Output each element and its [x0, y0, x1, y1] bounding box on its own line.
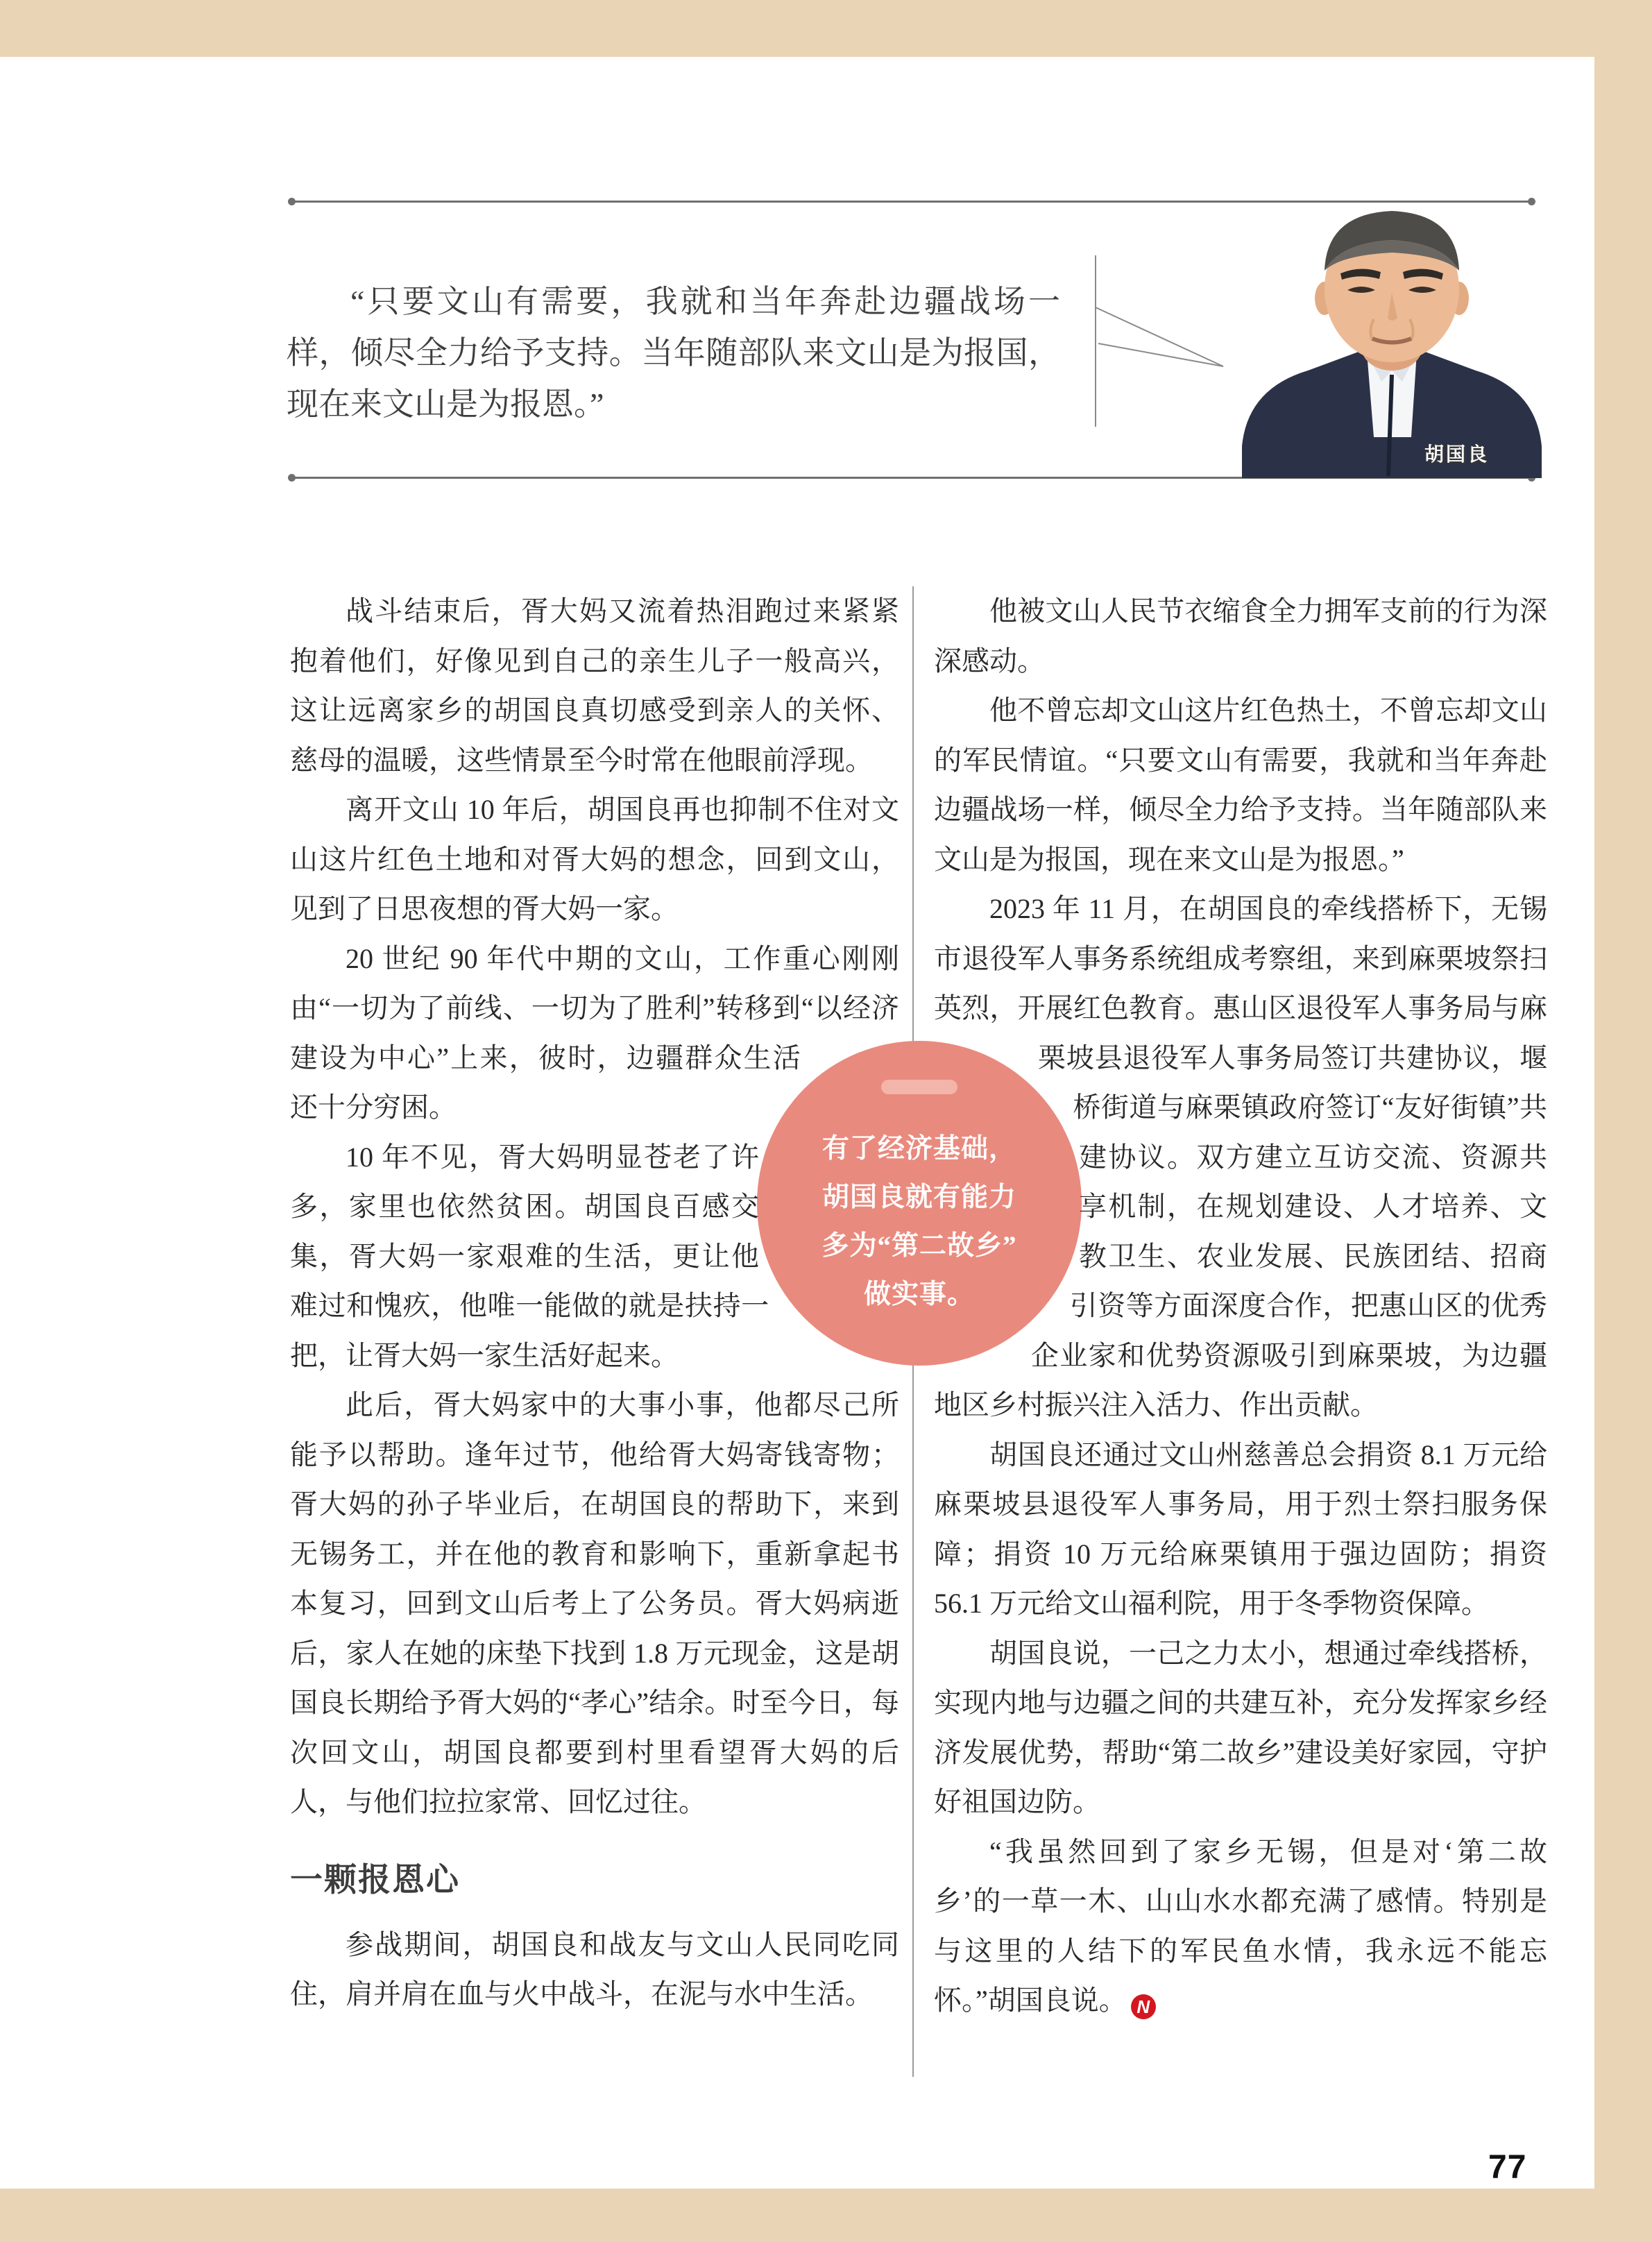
pull-quote: “只要文山有需要，我就和当年奔赴边疆战场一样，倾尽全力给予支持。当年随部队来文山是为报国，现在来文山是为报恩。”: [287, 284, 1060, 422]
callout-pointer-icon: [1086, 246, 1238, 448]
closing-paragraph-text: “我虽然回到了家乡无锡，但是对‘第二故乡’的一草一木、山山水水都充满了感情。特别是与这里的人结下的军民鱼水情，我永远不能忘怀。”胡国良说。: [934, 1835, 1547, 2016]
body-paragraph: 此后，胥大妈家中的大事小事，他都尽己所能予以帮助。逢年过节，他给胥大妈寄钱寄物；胥大妈的孙子毕业后，在胡国良的帮助下，来到无锡务工，并在他的教育和影响下，重新拿起书本复习，回到文山后考上了公务员。胥大妈病逝后，家人在她的床垫下找到 1.8 万元现金，这是胡国良长期给予胥大妈的“孝心”结余。时至今日，每次回文山，胡国良都要到村里看望胥大妈的后人，与他们拉拉家常、回忆过往。: [290, 1389, 899, 1817]
body-paragraph: [934, 1827, 1547, 2026]
body-paragraph: 他被文山人民节衣缩食全力拥军支前的行为深深感动。: [934, 595, 1547, 677]
section-heading: 一颗报恩心: [290, 1860, 460, 1898]
right-column: [934, 586, 1547, 2026]
end-of-article-icon: N: [1131, 1994, 1156, 2019]
circle-wrap-spacer: [934, 1041, 1079, 1366]
highlight-line: 胡国良就有能力: [821, 1182, 1016, 1212]
body-paragraph: 离开文山 10 年后，胡国良再也抑制不住对文山这片红色土地和对胥大妈的想念，回到文山，见到了日思夜想的胥大妈一家。: [290, 794, 899, 924]
body-paragraph: 胡国良还通过文山州慈善总会捐资 8.1 万元给麻栗坡县退役军人事务局，用于烈士祭扫服务保障；捐资 10 万元给麻栗镇用于强边固防；捐资 56.1 万元给文山福利院，用于冬季物资保障。: [934, 1438, 1547, 1619]
body-paragraph: 胡国良说，一己之力太小，想通过牵线搭桥，实现内地与边疆之间的共建互补，充分发挥家乡经济发展优势，帮助“第二故乡”建设美好家园，守护好祖国边防。: [934, 1637, 1547, 1817]
body-paragraph: 战斗结束后，胥大妈又流着热泪跑过来紧紧抱着他们，好像见到自己的亲生儿子一般高兴，这让远离家乡的胡国良真切感受到亲人的关怀、慈母的温暖，这些情景至今时常在他眼前浮现。: [290, 595, 899, 776]
body-paragraph: 参战期间，胡国良和战友与文山人民同吃同住，肩并肩在血与火中战斗，在泥与水中生活。: [290, 1928, 899, 2010]
body-paragraph: 他不曾忘却文山这片红色热土，不曾忘却文山的军民情谊。“只要文山有需要，我就和当年奔赴边疆战场一样，倾尽全力给予支持。当年随部队来文山是为报国，现在来文山是为报恩。”: [934, 695, 1547, 875]
highlight-line: 做实事。: [863, 1280, 975, 1309]
highlight-line: 有了经济基础，: [821, 1134, 1016, 1164]
circle-wrap-spacer: [759, 1041, 899, 1366]
body-paragraph: 20 世纪 90 年代中期的文山，工作重心刚刚由“一切为了前线、一切为了胜利”转移到“以经济建设为中心”上来，彼时，边疆群众生活还十分穷困。: [290, 942, 899, 1123]
page-number: 77: [1488, 2149, 1527, 2186]
body-paragraph: 2023 年 11 月，在胡国良的牵线搭桥下，无锡市退役军人事务系统组成考察组，来到麻栗坡祭扫英烈，开展红色教育。惠山区退役军人事务局与麻栗坡县退役军人事务局签订共建协议，堰桥街道与麻栗镇政府签订“友好街镇”共建协议。双方建立互访交流、资源共享机制，在规划建设、人才培养、文教卫生、农业发展、民族团结、招商引资等方面深度合作，把惠山区的优秀企业家和优势资源吸引到麻栗坡，为边疆地区乡村振兴注入活力、作出贡献。: [934, 893, 1547, 1420]
body-paragraph: 10 年不见，胥大妈明显苍老了许多，家里也依然贫困。胡国良百感交集，胥大妈一家艰难的生活，更让他难过和愧疚，他唯一能做的就是扶持一把，让胥大妈一家生活好起来。: [290, 1141, 769, 1371]
portrait-photo: [1235, 207, 1549, 478]
portrait-name-label: 胡国良: [1424, 443, 1490, 465]
left-column: [290, 586, 899, 2019]
highlight-line: 多为“第二故乡”: [821, 1231, 1017, 1261]
page-bottom-band: [0, 2189, 1652, 2242]
page-top-band: [0, 0, 1652, 57]
header-top-rule: [291, 201, 1532, 203]
page-right-band: [1594, 0, 1652, 2242]
